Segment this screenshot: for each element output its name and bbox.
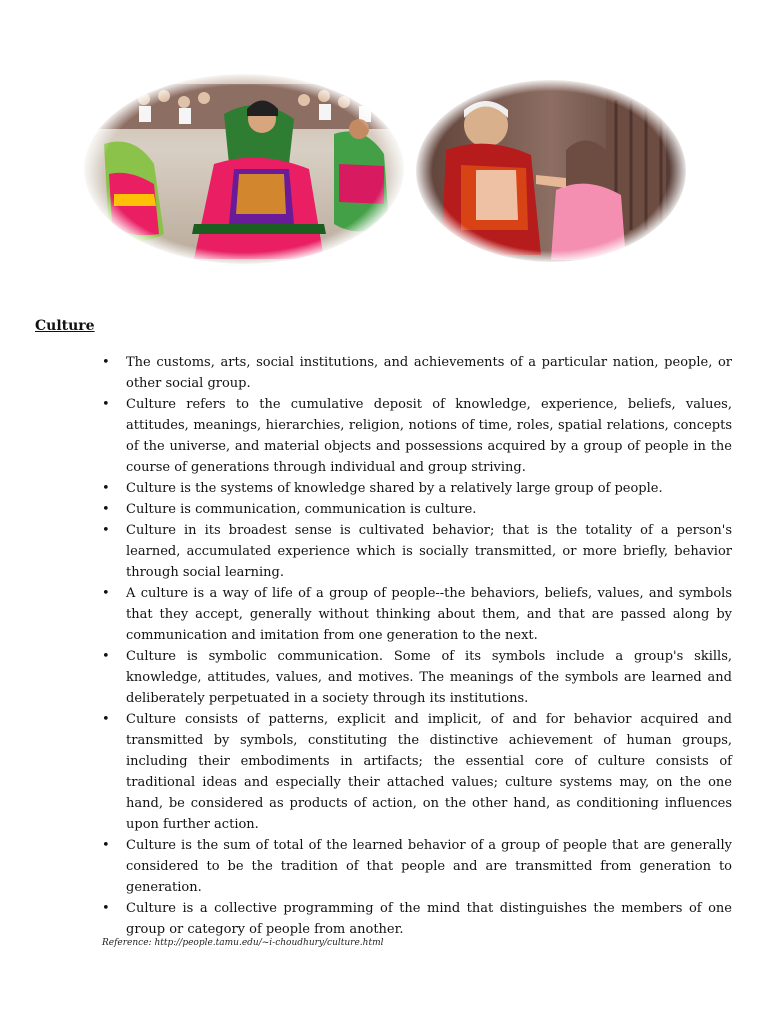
list-item [102, 709, 732, 835]
list-item-text: Culture consists of patterns, explicit and implicit, of and for behavior acquired and transmitted by symbols, constituting the distinctive achievement of human groups, including their embodiments in artifacts; the essential core of culture consists of traditional ideas and especially their attached values; culture systems may, on the one hand, be considered as products of action, on the other hand, as conditioning influences upon further action. [126, 712, 732, 832]
list-item [102, 646, 732, 709]
list-item [102, 520, 732, 583]
list-item-text: The customs, arts, social institutions, and achievements of a particular nation, people, or other social group. [126, 355, 732, 391]
list-item [102, 352, 732, 394]
bullet-icon: • [102, 397, 110, 412]
reference-note: Reference: http://people.tamu.edu/~i-choudhury/culture.html [102, 938, 384, 948]
list-item-text: Culture is the systems of knowledge shared by a relatively large group of people. [126, 481, 663, 496]
list-item [102, 478, 732, 499]
list-item-text: Culture in its broadest sense is cultivated behavior; that is the totality of a person's learned, accumulated experience which is socially transmitted, or more briefly, behavior through social learning. [126, 523, 732, 580]
festival-dancers-photo [84, 74, 404, 264]
header-photos [0, 0, 768, 290]
list-item-text: Culture is the sum of total of the learned behavior of a group of people that are generally considered to be the tradition of that people and are transmitted from generation to generation. [126, 838, 732, 895]
bullet-icon: • [102, 502, 110, 517]
list-item [102, 898, 732, 940]
elder-and-child-photo [416, 80, 686, 262]
bullet-icon: • [102, 355, 110, 370]
list-item-text: Culture is a collective programming of the mind that distinguishes the members of one group or category of people from another. [126, 901, 732, 937]
bullet-icon: • [102, 649, 110, 664]
list-item-text: Culture refers to the cumulative deposit of knowledge, experience, beliefs, values, attitudes, meanings, hierarchies, religion, notions of time, roles, spatial relations, concepts of the universe, and material objects and possessions acquired by a group of people in the course of generations through individual and group striving. [126, 397, 732, 475]
section-heading: Culture [35, 318, 95, 334]
list-item [102, 583, 732, 646]
bullet-icon: • [102, 712, 110, 727]
list-item-text: Culture is symbolic communication. Some of its symbols include a group's skills, knowledge, attitudes, values, and motives. The meanings of the symbols are learned and deliberately perpetuated in a society through its institutions. [126, 649, 732, 706]
list-item [102, 499, 732, 520]
list-item-text: A culture is a way of life of a group of people--the behaviors, beliefs, values, and symbols that they accept, generally without thinking about them, and that are passed along by communication and imitation from one generation to the next. [126, 586, 732, 643]
list-item [102, 835, 732, 898]
bullet-icon: • [102, 481, 110, 496]
list-item-text: Culture is communication, communication is culture. [126, 502, 477, 517]
bullet-icon: • [102, 586, 110, 601]
bullet-icon: • [102, 838, 110, 853]
bullet-icon: • [102, 901, 110, 916]
definition-list [102, 352, 732, 940]
list-item [102, 394, 732, 478]
bullet-icon: • [102, 523, 110, 538]
